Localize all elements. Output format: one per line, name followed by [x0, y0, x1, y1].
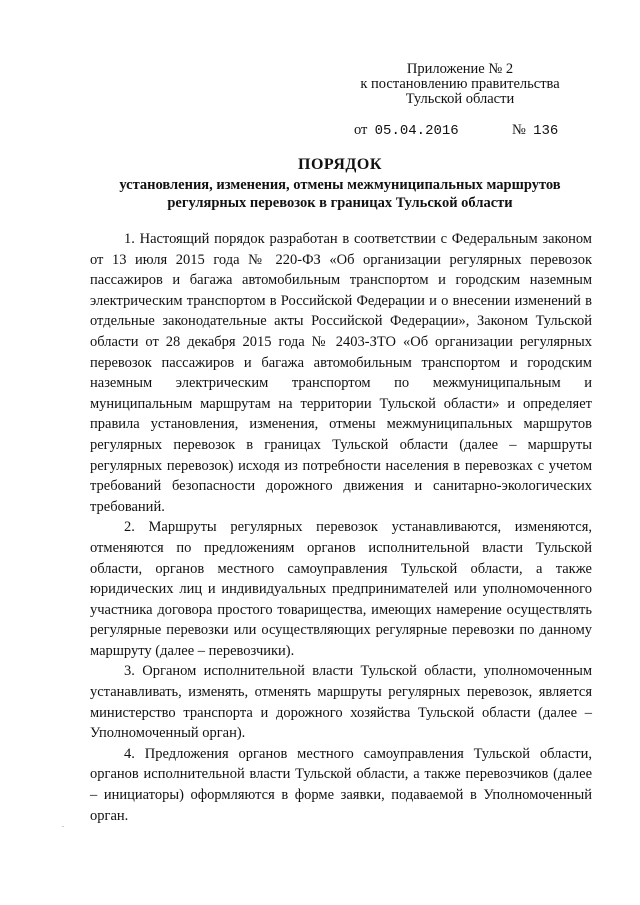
decree-number-prefix: №: [512, 122, 526, 138]
document-subtitle-line-2: регулярных перевозок в границах Тульской области: [167, 195, 513, 211]
decree-date-prefix: от: [354, 122, 368, 138]
paragraph-1: 1. Настоящий порядок разработан в соответствии с Федеральным законом от 13 июля 2015 года № 220-ФЗ «Об организации регулярных перевозок пассажиров и багажа автомобильным транспортом и городским наземным электрическим транспортом в Российской Федерации и о внесении изменений в отдельные законодательные акты Российской Федерации», Законом Тульской области от 28 декабря 2015 года № 2403-ЗТО «Об организации регулярных перевозок пассажиров и багажа автомобильным транспортом и городским наземным электрическим транспортом по межмуниципальным и муниципальным маршрутам на территории Тульской области» и определяет правила установления, изменения, отмены межмуниципальных маршрутов регулярных перевозок в границах Тульской области (далее – маршруты регулярных перевозок) исходя из потребности населения в перевозках с учетом требований безопасности дорожного движения и санитарно-экологических требований.: [90, 231, 592, 515]
decree-number: 136: [533, 123, 559, 139]
appendix-title: Приложение № 2: [406, 61, 514, 77]
document-body: [90, 229, 592, 826]
paragraph-3: 3. Органом исполнительной власти Тульской области, уполномоченным устанавливать, изменять, отменять маршруты регулярных перевозок, является министерство транспорта и дорожного хозяйства Тульской области (далее – Уполномоченный орган).: [90, 663, 592, 742]
document-subtitle-line-1: установления, изменения, отмены межмуниципальных маршрутов: [119, 177, 561, 193]
scan-artifact: [62, 826, 64, 827]
paragraph-4: 4. Предложения органов местного самоуправления Тульской области, органов исполнительной власти Тульской области, а также перевозчиков (далее – инициаторы) оформляются в форме заявки, подаваемой в Уполномоченный орган.: [90, 745, 592, 824]
decree-date: 05.04.2016: [374, 123, 459, 139]
appendix-region: Тульской области: [405, 91, 515, 107]
decree-date-group: [354, 122, 459, 139]
document-title: ПОРЯДОК: [298, 156, 382, 173]
decree-number-group: [512, 122, 558, 139]
paragraph-2: 2. Маршруты регулярных перевозок устанавливаются, изменяются, отменяются по предложениям органов исполнительной власти Тульской области, органов местного самоуправления Тульской области, а также юридических лиц и индивидуальных предпринимателей или уполномоченного участника договора простого товарищества, имеющих намерение осуществлять регулярные перевозки или осуществляющих регулярные перевозки по данному маршруту (далее – перевозчики).: [90, 519, 592, 659]
appendix-header: [330, 62, 590, 107]
document-subtitle: [80, 176, 600, 212]
appendix-reference: к постановлению правительства: [360, 76, 560, 92]
